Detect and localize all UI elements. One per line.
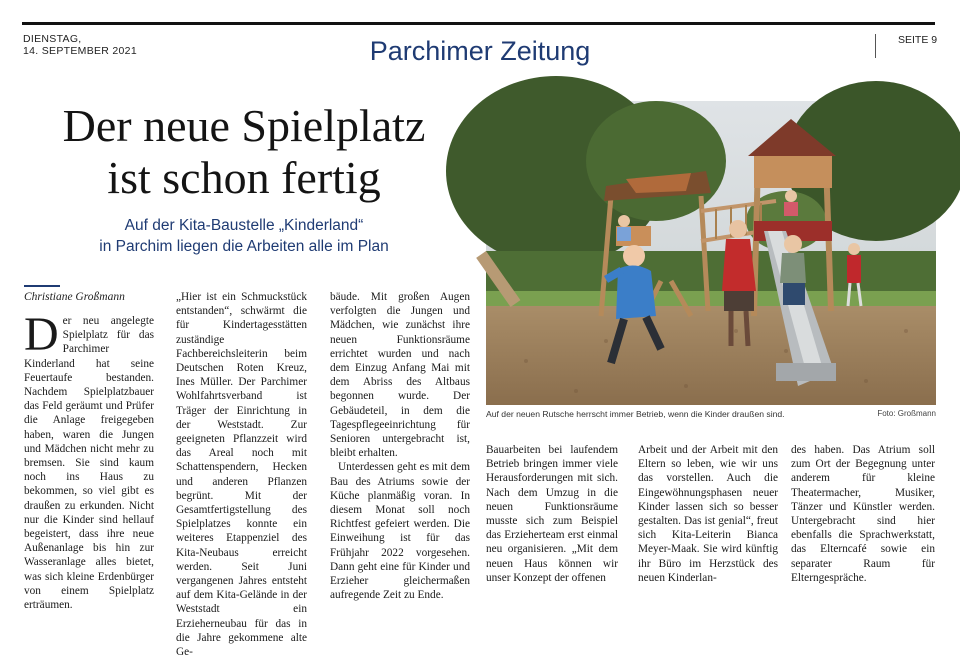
playground-illustration (486, 101, 936, 405)
article-column-6 (791, 443, 935, 585)
photo-caption-row (486, 409, 936, 419)
column-2-text: „Hier ist ein Schmuckstück entstanden“, schwärmt die für Kindertagesstätten zuständige Fachbereichsleiterin beim Deutschen Roten Kreuz, Ines Müller. Der Parchimer Wohlfahrtsverband ist Träger der Einrichtung in der Weststadt. Zur geeigneten Pflanzzeit wird das Areal noch mit Schattenspendern, Hecken und anderen Pflanzen begrünt. Mit der Gesamtfertigstellung des Spielplatzes konnte ein weiteres Etappenziel des Kita-Neubaus erreicht werden. Seit Juni vergangenen Jahres entsteht auf dem Kita-Gelände in der Weststadt ein Erzieherneubau für das in die Jahre gekommene alte Ge- (176, 291, 307, 659)
page-number: SEITE 9 (875, 34, 937, 58)
article-column-2 (176, 290, 307, 659)
date-label: 14. SEPTEMBER 2021 (23, 45, 137, 57)
byline: Christiane Großmann (24, 291, 125, 303)
playground-photo (486, 101, 936, 405)
drop-cap: D (24, 308, 59, 361)
photo-credit: Foto: Großmann (877, 409, 936, 418)
article-column-3 (330, 290, 470, 602)
masthead: Parchimer Zeitung (369, 36, 591, 66)
headline-line-1: Der neue Spielplatz (62, 100, 426, 151)
day-label: DIENSTAG, (23, 33, 82, 45)
photo-caption: Auf der neuen Rutsche herrscht immer Betrieb, wenn die Kinder draußen sind. (486, 409, 785, 419)
headline-line-2: ist schon fertig (107, 152, 381, 203)
column-5-text: Arbeit und der Arbeit mit den Eltern so leben, wie wir uns das vorstellen. Auch die Eingewöhnungsphasen neuer Kinder lassen sich so besser gestalten. Das ist genial“, freut sich Kita-Leiterin Bianca Meyer-Maak. Sie wird künftig ihr Büro im Herzstück des neuen Kinderlan- (638, 444, 778, 584)
top-rule (22, 22, 935, 25)
column-6-text: des haben. Das Atrium soll zum Ort der Begegnung unter anderem für kleine Theatermacher, Musiker, Tänzer und Künstler werden. Untergebracht sind hier ebenfalls die Sprachwerkstatt, das Elterncafé sowie ein separater Raum für Elterngespräche. (791, 444, 935, 584)
article-column-4 (486, 443, 618, 585)
column-1-text: er neu angelegte Spielplatz für das Parchimer Kinderland hat seine Feuertaufe bestanden. Nachdem Spielplatzbauer das Feld geräumt und Prüfer die Anlage freigegeben haben, waren die Jungen und Mädchen nicht mehr zu bremsen. Sie sind kaum noch ins Haus zu bekommen, so viel gibt es draußen zu erkunden. Nicht nur die Kinder sind hellauf begeistert, dass ihre neue Außenanlage bis hin zur Wasseranlage alles bietet, was sich kleine Erdenbürger von einem Spielplatz erträumen. (24, 315, 154, 612)
headline (24, 100, 464, 204)
subhead-line-1: Auf der Kita-Baustelle „Kinderland“ (124, 217, 364, 234)
column-3-paragraph-1: bäude. Mit großen Augen verfolgten die Jungen und Mädchen, wie zunächst ihre neuen Funktionsräume errichtet wurden und nach dem Einzug Anfang Mai mit dem Abriss des Altbaus begonnen wurde. Der Gebäudeteil, in dem die Tagespflegeeinrichtung für Senioren untergebracht ist, bleibt erhalten. (330, 291, 470, 460)
article-column-1 (24, 308, 154, 612)
subhead-line-2: in Parchim liegen die Arbeiten alle im Plan (99, 238, 389, 255)
subheadline (24, 215, 464, 257)
article-column-5 (638, 443, 778, 585)
byline-rule (24, 285, 60, 287)
column-3-paragraph-2: Unterdessen geht es mit dem Bau des Atriums sowie der Küche planmäßig voran. In diesem Monat soll noch Richtfest gefeiert werden. Die Einweihung ist für das Frühjahr 2022 vorgesehen. Dann geht eine für Kinder und Erzieher gleichermaßen aufregende Zeit zu Ende. (330, 461, 470, 602)
column-4-text: Bauarbeiten bei laufendem Betrieb bringen immer viele Herausforderungen mit sich. Nach dem Umzug in die neuen Funktionsräume musste sich zum Beispiel das Erzieherteam erst einmal neu organisieren. „Mit dem neuen Haus können wir unser Konzept der offenen (486, 444, 618, 584)
